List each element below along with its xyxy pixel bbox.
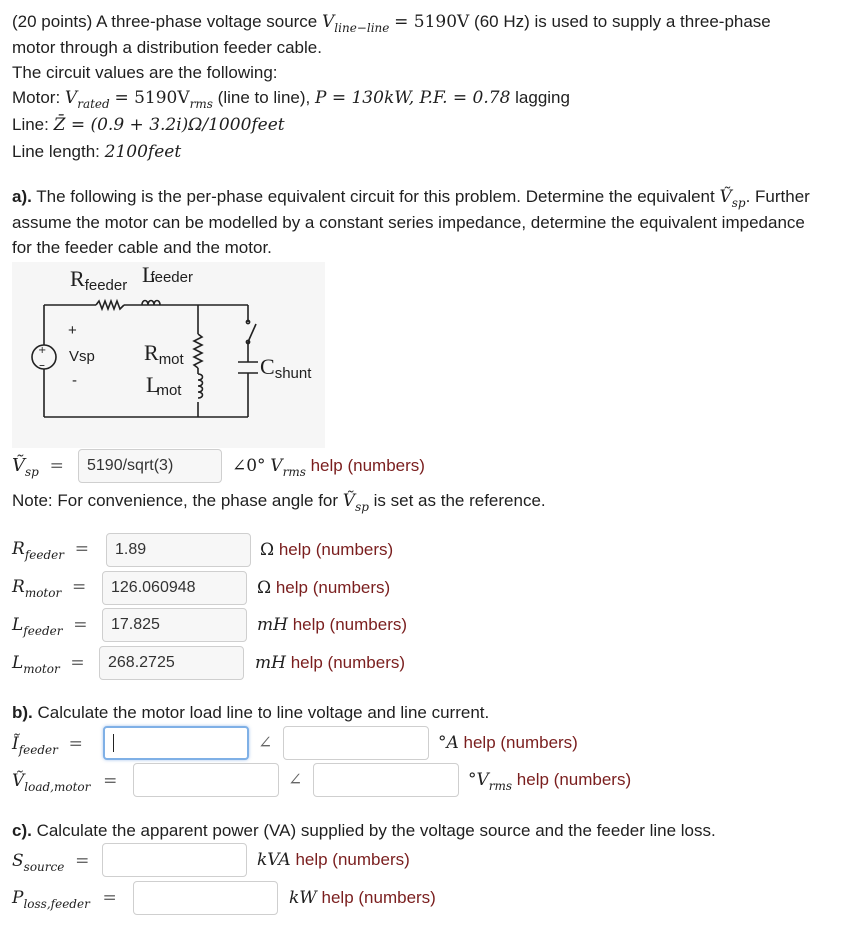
s-source-sym: S bbox=[12, 851, 24, 871]
motor-v-symbol: V bbox=[64, 88, 78, 108]
vsp-symbol: Ṽ bbox=[719, 187, 732, 207]
note-text-b: is set as the reference. bbox=[373, 491, 546, 510]
s-source-sub: source bbox=[23, 860, 65, 874]
c-shunt-label bbox=[260, 354, 311, 380]
part-a-text-3: for the feeder cable and the motor. bbox=[12, 238, 272, 257]
s-source-unit: kVA bbox=[257, 850, 291, 870]
l-feeder-input[interactable]: 17.825 bbox=[102, 608, 247, 642]
motor-v-subscript: rated bbox=[77, 97, 110, 111]
r-motor-help-link[interactable]: help (numbers) bbox=[275, 578, 391, 597]
r-motor-equals: = bbox=[71, 577, 87, 597]
v-load-unit-sub: rms bbox=[488, 779, 513, 793]
r-mot-label bbox=[144, 340, 184, 366]
r-feeder-units bbox=[260, 540, 393, 560]
source-minus-sign: – bbox=[39, 358, 45, 372]
s-source-equals: = bbox=[75, 851, 90, 871]
part-a-text-2: assume the motor can be modelled by a constant series impedance, determine the equivalent impedance bbox=[12, 213, 805, 232]
l-mot-sub: mot bbox=[156, 382, 182, 399]
v-load-unit: °V bbox=[468, 770, 489, 790]
v-load-sub: load,motor bbox=[24, 780, 91, 794]
problem-line-1 bbox=[12, 12, 771, 35]
vll-value: = 5190V bbox=[394, 12, 470, 32]
v-load-equals: = bbox=[103, 771, 118, 791]
motor-ll: (line to line), bbox=[217, 88, 311, 107]
motor-label: Motor: bbox=[12, 88, 61, 107]
vll-symbol: V bbox=[322, 12, 335, 32]
v-load-angle-input[interactable] bbox=[313, 763, 459, 797]
s-source-units bbox=[257, 850, 410, 870]
note-vsp-sym: Ṽ bbox=[342, 491, 356, 511]
problem-line-2: motor through a distribution feeder cable. bbox=[12, 38, 322, 57]
l-motor-unit: mH bbox=[255, 653, 286, 673]
vsp-equals: = bbox=[49, 456, 64, 476]
l-feeder-equals: = bbox=[73, 615, 88, 635]
feeder-resistor bbox=[96, 301, 124, 309]
i-feeder-equals: = bbox=[68, 734, 83, 754]
p-loss-input[interactable] bbox=[133, 881, 278, 915]
line-label: Line: bbox=[12, 115, 49, 134]
i-feeder-angle-input[interactable] bbox=[283, 726, 429, 760]
r-motor-row-sub: motor bbox=[24, 586, 62, 600]
part-c-text bbox=[12, 821, 716, 841]
v-load-row-label bbox=[12, 771, 118, 794]
part-a-text: The following is the per-phase equivalent circuit for this problem. Determine the equivalent bbox=[36, 187, 715, 206]
vsp-help-link[interactable]: help (numbers) bbox=[310, 456, 425, 475]
l-motor-help-link[interactable]: help (numbers) bbox=[290, 653, 406, 672]
circuit-diagram bbox=[12, 262, 325, 448]
l-motor-equals: = bbox=[70, 653, 85, 673]
p-loss-sub: loss,feeder bbox=[23, 897, 90, 911]
note-line bbox=[12, 491, 546, 514]
motor-inductor bbox=[198, 374, 203, 398]
r-feeder-row-sub: feeder bbox=[24, 548, 64, 562]
r-feeder-equals: = bbox=[74, 539, 89, 559]
r-motor-units bbox=[257, 578, 390, 598]
motor-power: P = 130kW, P.F. = 0.78 bbox=[315, 88, 511, 108]
i-feeder-help-link[interactable]: help (numbers) bbox=[463, 733, 578, 752]
l-mot-label bbox=[146, 372, 181, 398]
c-shunt-sym: C bbox=[260, 354, 275, 379]
motor-lagging: lagging bbox=[515, 88, 570, 107]
r-motor-row-sym: R bbox=[12, 577, 25, 597]
vsp-label: Vsp bbox=[69, 348, 95, 365]
i-feeder-magnitude-input[interactable] bbox=[103, 726, 249, 760]
part-c-question: Calculate the apparent power (VA) supplied by the voltage source and the feeder line loss. bbox=[36, 821, 716, 840]
r-feeder-input[interactable]: 1.89 bbox=[106, 533, 251, 567]
l-motor-row-sym: L bbox=[12, 653, 24, 673]
c-shunt-sub: shunt bbox=[274, 365, 312, 382]
l-feeder-unit: mH bbox=[257, 615, 288, 635]
p-loss-units bbox=[289, 888, 436, 908]
motor-v-unit-sub: rms bbox=[189, 97, 213, 111]
l-motor-row-sub: motor bbox=[23, 662, 60, 676]
r-motor-input[interactable]: 126.060948 bbox=[102, 571, 247, 605]
p-loss-equals: = bbox=[102, 888, 117, 908]
l-feeder-sym: L bbox=[142, 262, 156, 287]
v-load-units bbox=[468, 770, 632, 793]
r-feeder-row-sym: R bbox=[12, 539, 25, 559]
l-feeder-help-link[interactable]: help (numbers) bbox=[292, 615, 408, 634]
vll-subscript: line−line bbox=[334, 21, 390, 35]
vsp-angle: ∠0° bbox=[232, 456, 266, 476]
intro-text: A three-phase voltage source bbox=[96, 12, 318, 31]
i-feeder-units bbox=[438, 733, 578, 753]
l-motor-input[interactable]: 268.2725 bbox=[99, 646, 244, 680]
s-source-help-link[interactable]: help (numbers) bbox=[295, 850, 410, 869]
note-vsp-sub: sp bbox=[355, 500, 369, 514]
length-value: 2100feet bbox=[104, 142, 182, 162]
r-feeder-unit: Ω bbox=[260, 540, 275, 560]
intro-text-2: (60 Hz) is used to supply a three-phase bbox=[474, 12, 771, 31]
r-mot-sub: mot bbox=[158, 351, 184, 368]
motor-values bbox=[12, 88, 570, 111]
motor-v-value: = 5190V bbox=[114, 88, 190, 108]
l-feeder-label bbox=[142, 262, 193, 288]
r-motor-unit: Ω bbox=[257, 578, 272, 598]
circuit-values-label: The circuit values are the following: bbox=[12, 63, 278, 82]
line-values bbox=[12, 115, 285, 135]
p-loss-unit: kW bbox=[289, 888, 317, 908]
shunt-switch bbox=[248, 324, 256, 342]
vsp-plus: + bbox=[68, 322, 77, 339]
i-feeder-sym: Ĩ bbox=[12, 734, 19, 754]
vsp-units bbox=[232, 456, 425, 479]
part-a-text-end: . Further bbox=[745, 187, 810, 206]
r-feeder-help-link[interactable]: help (numbers) bbox=[278, 540, 394, 559]
part-a-text-1 bbox=[12, 187, 810, 210]
l-feeder-units bbox=[257, 615, 407, 635]
part-b-text bbox=[12, 703, 489, 723]
part-c-label: c). bbox=[12, 821, 32, 840]
vsp-unit-sub: rms bbox=[282, 465, 306, 479]
v-load-angle-symbol: ∠ bbox=[288, 770, 303, 790]
part-b-question: Calculate the motor load line to line voltage and line current. bbox=[37, 703, 490, 722]
part-a-label: a). bbox=[12, 187, 32, 206]
v-load-magnitude-input[interactable] bbox=[133, 763, 279, 797]
part-b-label: b). bbox=[12, 703, 33, 722]
vsp-minus: - bbox=[72, 372, 77, 389]
l-mot-sym: L bbox=[146, 372, 160, 397]
l-feeder-row-sub: feeder bbox=[23, 624, 63, 638]
p-loss-sym: P bbox=[12, 888, 24, 908]
p-loss-help-link[interactable]: help (numbers) bbox=[321, 888, 436, 907]
r-feeder-label bbox=[70, 266, 127, 292]
l-feeder-row-label bbox=[12, 615, 88, 638]
v-load-sym: Ṽ bbox=[12, 771, 25, 791]
s-source-row-label bbox=[12, 851, 90, 874]
l-motor-units bbox=[255, 653, 405, 673]
l-feeder-sub: feeder bbox=[150, 269, 193, 286]
text-caret bbox=[113, 734, 114, 752]
s-source-input[interactable] bbox=[102, 843, 247, 877]
vsp-row-sym: Ṽ bbox=[12, 455, 25, 476]
i-feeder-row-label bbox=[12, 734, 83, 757]
l-motor-row-label bbox=[12, 653, 85, 676]
length-values bbox=[12, 142, 181, 162]
note-text-a: Note: For convenience, the phase angle for bbox=[12, 491, 339, 510]
p-loss-row-label bbox=[12, 888, 117, 911]
source-plus-sign: + bbox=[38, 345, 47, 356]
vsp-subscript: sp bbox=[731, 196, 746, 210]
line-impedance: Z̄ = (0.9 + 3.2i)Ω/1000feet bbox=[53, 115, 285, 135]
r-feeder-sym: R bbox=[70, 266, 85, 291]
r-motor-row-label bbox=[12, 577, 87, 600]
vsp-input[interactable]: 5190/sqrt(3) bbox=[78, 449, 222, 483]
r-feeder-sub: feeder bbox=[84, 277, 128, 294]
points-label: (20 points) bbox=[12, 12, 93, 31]
vsp-row-sub: sp bbox=[25, 465, 39, 479]
i-feeder-unit: °A bbox=[438, 733, 459, 753]
motor-resistor bbox=[194, 334, 202, 368]
r-mot-sym: R bbox=[144, 340, 159, 365]
i-feeder-angle-symbol: ∠ bbox=[258, 733, 273, 753]
vsp-unit: V bbox=[270, 456, 283, 476]
r-feeder-row-label bbox=[12, 539, 89, 562]
l-feeder-row-sym: L bbox=[12, 615, 24, 635]
length-label: Line length: bbox=[12, 142, 100, 161]
v-load-help-link[interactable]: help (numbers) bbox=[516, 770, 632, 789]
vsp-row-label bbox=[12, 455, 64, 479]
i-feeder-sub: feeder bbox=[18, 743, 58, 757]
